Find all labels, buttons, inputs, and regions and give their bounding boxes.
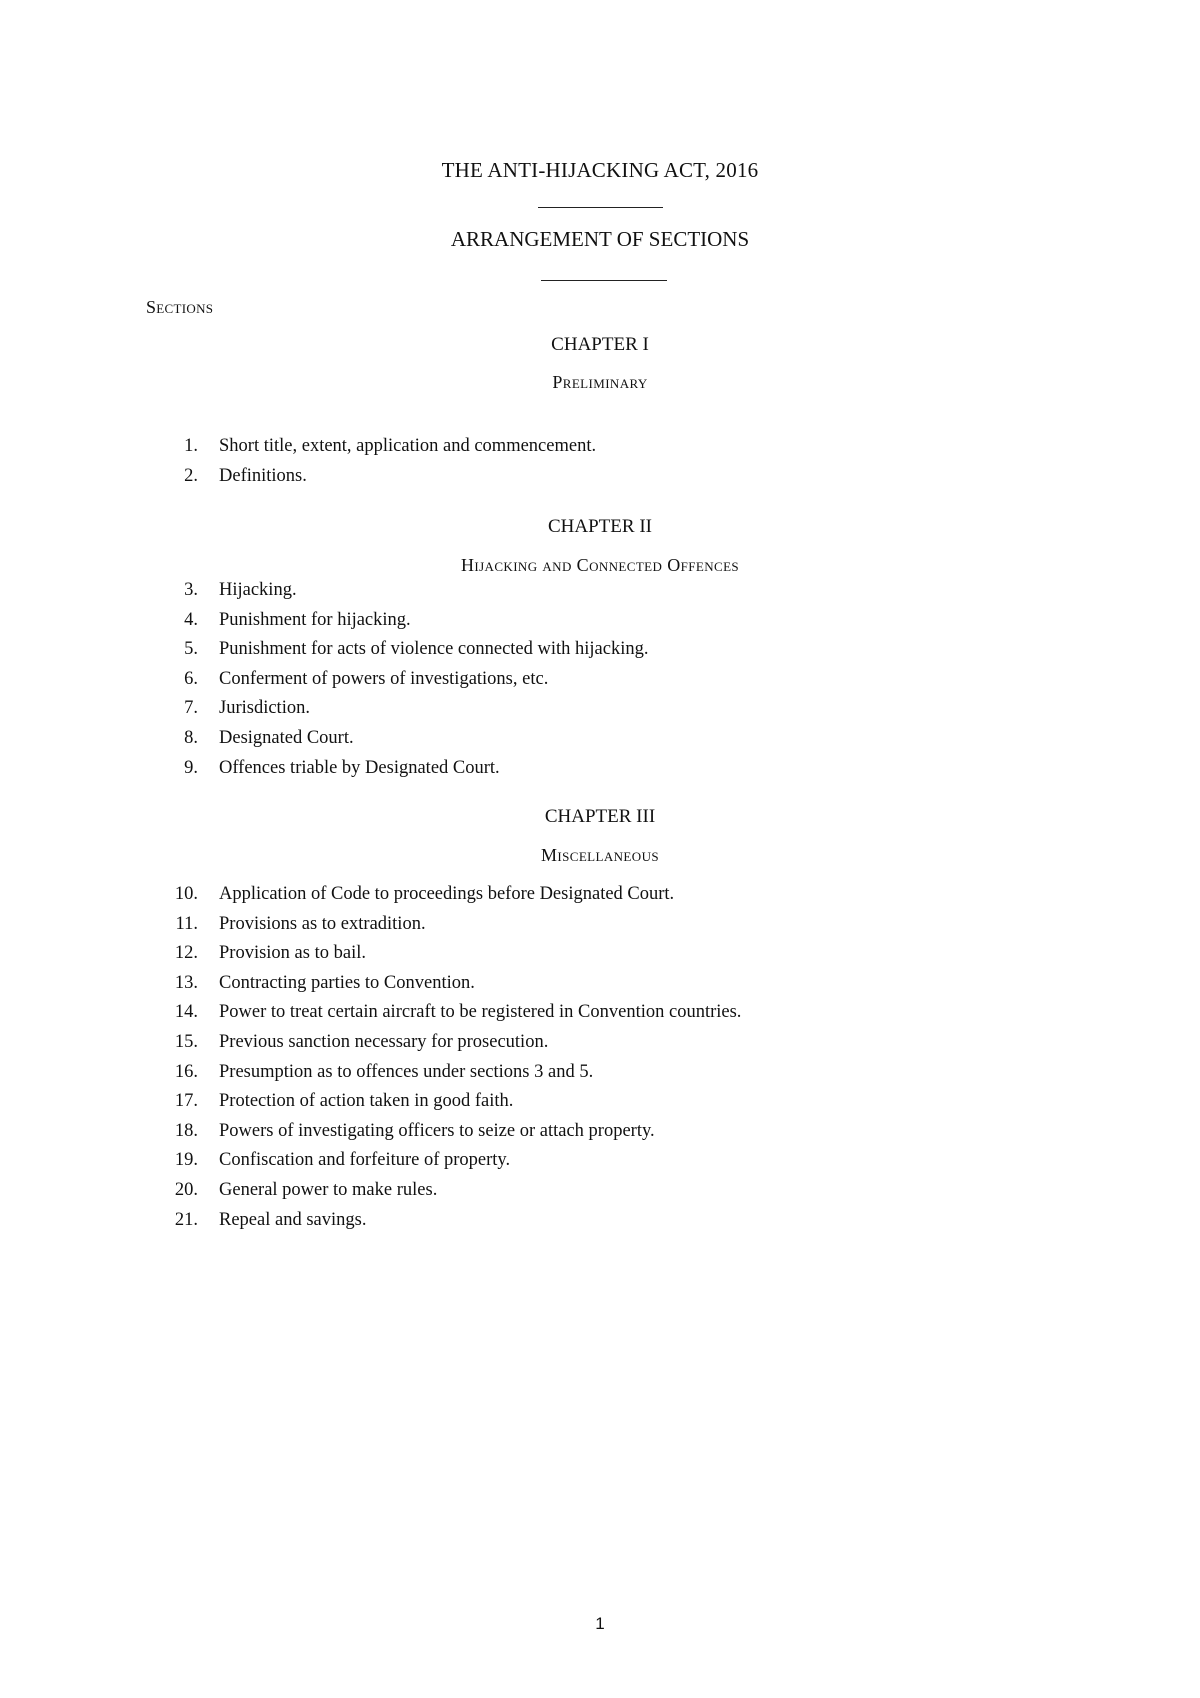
list-item bbox=[0, 698, 1200, 728]
list-item bbox=[0, 436, 1200, 466]
section-number: 18. bbox=[174, 1120, 198, 1141]
section-number: 2. bbox=[184, 465, 198, 486]
section-title: Repeal and savings. bbox=[219, 1209, 367, 1230]
section-title: Power to treat certain aircraft to be registered in Convention countries. bbox=[219, 1002, 742, 1023]
chapter-heading: CHAPTER I bbox=[551, 334, 649, 355]
section-title: Punishment for acts of violence connected with hijacking. bbox=[219, 639, 649, 660]
chapter-heading: CHAPTER II bbox=[548, 516, 652, 537]
section-title: Punishment for hijacking. bbox=[219, 609, 411, 630]
page-number: 1 bbox=[595, 1614, 605, 1633]
list-item bbox=[0, 1002, 1200, 1032]
section-title: Confiscation and forfeiture of property. bbox=[219, 1150, 511, 1171]
list-item bbox=[0, 580, 1200, 610]
sections-label: Sections bbox=[146, 297, 214, 317]
section-title: Contracting parties to Convention. bbox=[219, 972, 475, 993]
section-number: 13. bbox=[174, 972, 198, 993]
list-item bbox=[0, 1180, 1200, 1210]
section-number: 12. bbox=[174, 943, 198, 964]
section-number: 14. bbox=[174, 1002, 198, 1023]
chapter-heading: CHAPTER III bbox=[544, 806, 656, 827]
section-title: Conferment of powers of investigations, etc. bbox=[219, 668, 549, 689]
section-title: Designated Court. bbox=[219, 727, 354, 748]
section-title: Hijacking. bbox=[219, 580, 297, 600]
chapter-subheading: Miscellaneous bbox=[541, 845, 659, 865]
section-number: 20. bbox=[174, 1179, 198, 1200]
list-item bbox=[0, 943, 1200, 973]
section-list bbox=[0, 436, 1200, 495]
section-list bbox=[0, 580, 1200, 787]
document-subtitle: ARRANGEMENT OF SECTIONS bbox=[450, 227, 750, 251]
list-item bbox=[0, 758, 1200, 788]
section-number: 3. bbox=[184, 580, 198, 600]
list-item bbox=[0, 973, 1200, 1003]
list-item bbox=[0, 728, 1200, 758]
list-item bbox=[0, 1150, 1200, 1180]
section-title: Offences triable by Designated Court. bbox=[219, 757, 500, 778]
list-item bbox=[0, 1032, 1200, 1062]
section-number: 11. bbox=[175, 913, 198, 934]
list-item bbox=[0, 1091, 1200, 1121]
section-number: 9. bbox=[184, 757, 198, 778]
list-item bbox=[0, 1210, 1200, 1240]
section-title: Provision as to bail. bbox=[219, 943, 366, 964]
section-title: Protection of action taken in good faith. bbox=[219, 1091, 514, 1112]
section-number: 17. bbox=[174, 1091, 198, 1112]
list-item bbox=[0, 884, 1200, 914]
section-title: Provisions as to extradition. bbox=[219, 913, 426, 934]
section-title: Application of Code to proceedings before Designated Court. bbox=[219, 884, 675, 904]
section-number: 19. bbox=[174, 1150, 198, 1171]
list-item bbox=[0, 1121, 1200, 1151]
subtitle-divider bbox=[541, 280, 667, 281]
section-number: 6. bbox=[184, 668, 198, 689]
section-number: 7. bbox=[184, 698, 198, 719]
list-item bbox=[0, 466, 1200, 496]
list-item bbox=[0, 1062, 1200, 1092]
chapter-subheading: Hijacking and Connected Offences bbox=[460, 555, 740, 575]
section-title: Presumption as to offences under sections 3 and 5. bbox=[219, 1061, 594, 1082]
section-number: 8. bbox=[184, 727, 198, 748]
section-number: 16. bbox=[174, 1061, 198, 1082]
section-title: Jurisdiction. bbox=[219, 698, 310, 719]
section-number: 15. bbox=[174, 1031, 198, 1052]
section-number: 1. bbox=[184, 436, 198, 456]
list-item bbox=[0, 610, 1200, 640]
title-divider bbox=[538, 207, 663, 208]
list-item bbox=[0, 669, 1200, 699]
section-number: 21. bbox=[174, 1209, 198, 1230]
section-list bbox=[0, 884, 1200, 1239]
section-title: Powers of investigating officers to seize or attach property. bbox=[219, 1120, 655, 1141]
list-item bbox=[0, 639, 1200, 669]
section-number: 5. bbox=[184, 639, 198, 660]
chapter-subheading: Preliminary bbox=[552, 372, 648, 392]
section-title: Short title, extent, application and commencement. bbox=[219, 436, 597, 456]
document-title: THE ANTI-HIJACKING ACT, 2016 bbox=[441, 158, 759, 182]
section-title: Previous sanction necessary for prosecution. bbox=[219, 1031, 549, 1052]
section-title: General power to make rules. bbox=[219, 1179, 438, 1200]
section-number: 4. bbox=[184, 609, 198, 630]
list-item bbox=[0, 914, 1200, 944]
section-number: 10. bbox=[174, 884, 198, 904]
section-title: Definitions. bbox=[219, 465, 307, 486]
